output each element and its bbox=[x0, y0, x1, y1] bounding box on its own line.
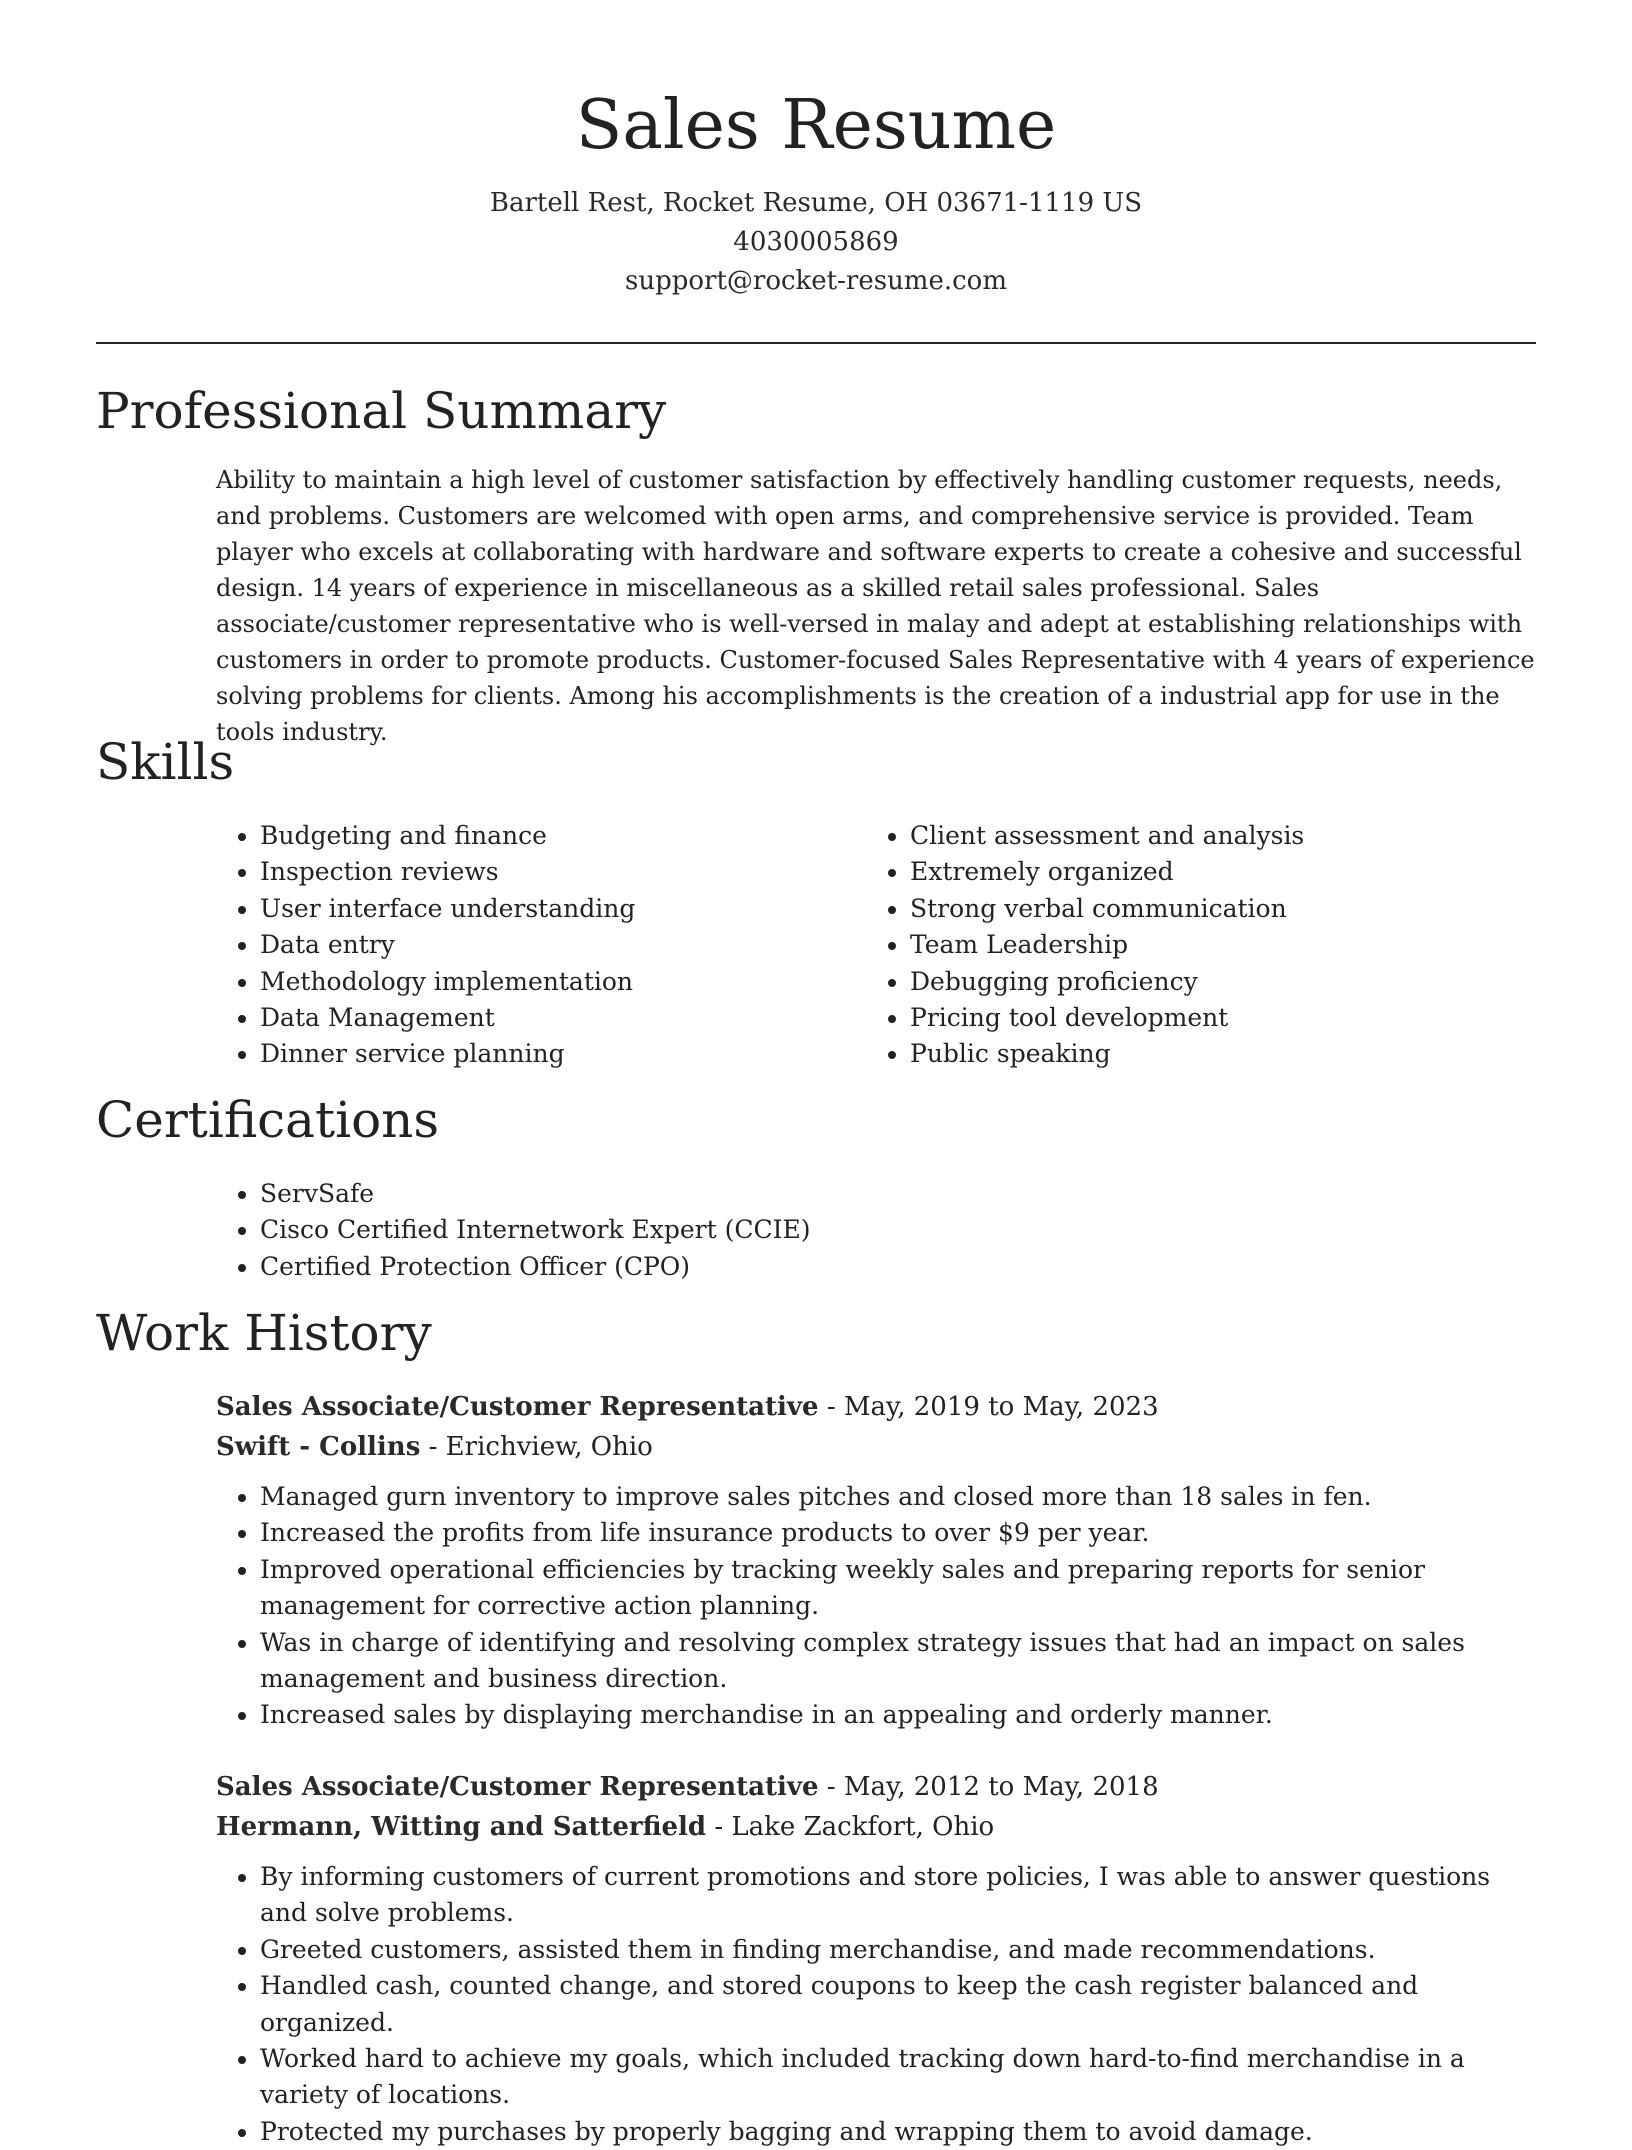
job-role: Sales Associate/Customer Representative bbox=[216, 1772, 819, 1802]
job-title-line bbox=[216, 1767, 1536, 1807]
skills-heading: Skills bbox=[96, 733, 235, 791]
skill-item: • Inspection reviews bbox=[260, 854, 856, 890]
skill-item: • User interface understanding bbox=[260, 891, 856, 927]
skill-item: • Public speaking bbox=[910, 1036, 1506, 1072]
contact-info bbox=[0, 184, 1632, 301]
job-company: Hermann, Witting and Satterfield bbox=[216, 1812, 707, 1842]
job-bullet: • Increased the profits from life insurance products to over $9 per year. bbox=[260, 1515, 1536, 1551]
job-bullet: • Protected my purchases by properly bagging and wrapping them to avoid damage. bbox=[260, 2114, 1536, 2150]
job-bullet: • Improved operational efficiencies by tracking weekly sales and preparing reports for senior management for corrective action planning. bbox=[260, 1552, 1536, 1625]
job-dates: - May, 2019 to May, 2023 bbox=[818, 1392, 1159, 1422]
skill-item: • Strong verbal communication bbox=[910, 891, 1506, 927]
skill-item: • Budgeting and finance bbox=[260, 818, 856, 854]
certifications-list bbox=[216, 1176, 1016, 1285]
job-company-line bbox=[216, 1807, 1536, 1847]
resume-title: Sales Resume bbox=[575, 86, 1057, 165]
job-dates: - May, 2012 to May, 2018 bbox=[818, 1772, 1159, 1802]
certifications-heading: Certifications bbox=[96, 1091, 440, 1149]
work-history-heading: Work History bbox=[96, 1304, 432, 1362]
skill-item: • Methodology implementation bbox=[260, 964, 856, 1000]
certification-item: • Cisco Certified Internetwork Expert (CCIE) bbox=[260, 1212, 1016, 1248]
skills-column-left bbox=[216, 818, 856, 1073]
job-bullet: • By informing customers of current promotions and store policies, I was able to answer questions and solve problems. bbox=[260, 1859, 1536, 1932]
header-divider bbox=[96, 342, 1536, 344]
job-bullets bbox=[216, 1859, 1536, 2150]
skill-item: • Extremely organized bbox=[910, 854, 1506, 890]
summary-heading: Professional Summary bbox=[96, 382, 667, 440]
job-bullet: • Was in charge of identifying and resolving complex strategy issues that had an impact on sales management and business direction. bbox=[260, 1625, 1536, 1698]
summary-text: Ability to maintain a high level of customer satisfaction by effectively handling customer requests, needs, and problems. Customers are welcomed with open arms, and comprehensive service is provided. Team player who excels at collaborating with hardware and software experts to create a cohesive and successful design. 14 years of experience in miscellaneous as a skilled retail sales professional. Sales associate/customer representative who is well-versed in malay and adept at establishing relationships with customers in order to promote products. Customer-focused Sales Representative with 4 years of experience solving problems for clients. Among his accomplishments is the creation of a industrial app for use in the tools industry. bbox=[216, 466, 1535, 746]
skill-item: • Data Management bbox=[260, 1000, 856, 1036]
job-bullet: • Managed gurn inventory to improve sales pitches and closed more than 18 sales in fen. bbox=[260, 1479, 1536, 1515]
phone: 4030005869 bbox=[733, 227, 899, 257]
skill-item: • Dinner service planning bbox=[260, 1036, 856, 1072]
skill-item: • Data entry bbox=[260, 927, 856, 963]
job-bullets bbox=[216, 1479, 1536, 1734]
job-company-line bbox=[216, 1427, 1536, 1467]
skill-item: • Client assessment and analysis bbox=[910, 818, 1506, 854]
job-location: - Erichview, Ohio bbox=[420, 1432, 653, 1462]
address: Bartell Rest, Rocket Resume, OH 03671-1119 US bbox=[489, 188, 1143, 218]
certification-item: • Certified Protection Officer (CPO) bbox=[260, 1249, 1016, 1285]
job-role: Sales Associate/Customer Representative bbox=[216, 1392, 819, 1422]
job-title-line bbox=[216, 1387, 1536, 1427]
certification-item: • ServSafe bbox=[260, 1176, 1016, 1212]
skill-item: • Debugging proficiency bbox=[910, 964, 1506, 1000]
job-entry bbox=[216, 1387, 1536, 1734]
job-bullet: • Handled cash, counted change, and stored coupons to keep the cash register balanced and organized. bbox=[260, 1968, 1536, 2041]
resume-header bbox=[0, 0, 1632, 301]
skills-column-right bbox=[866, 818, 1506, 1073]
job-company: Swift - Collins bbox=[216, 1432, 421, 1462]
job-bullet: • Greeted customers, assisted them in finding merchandise, and made recommendations. bbox=[260, 1932, 1536, 1968]
job-bullet: • Worked hard to achieve my goals, which included tracking down hard-to-find merchandise in a variety of locations. bbox=[260, 2041, 1536, 2114]
job-location: - Lake Zackfort, Ohio bbox=[706, 1812, 995, 1842]
email: support@rocket-resume.com bbox=[624, 266, 1007, 296]
skill-item: • Team Leadership bbox=[910, 927, 1506, 963]
job-bullet: • Increased sales by displaying merchandise in an appealing and orderly manner. bbox=[260, 1697, 1536, 1733]
skill-item: • Pricing tool development bbox=[910, 1000, 1506, 1036]
job-entry bbox=[216, 1767, 1536, 2150]
